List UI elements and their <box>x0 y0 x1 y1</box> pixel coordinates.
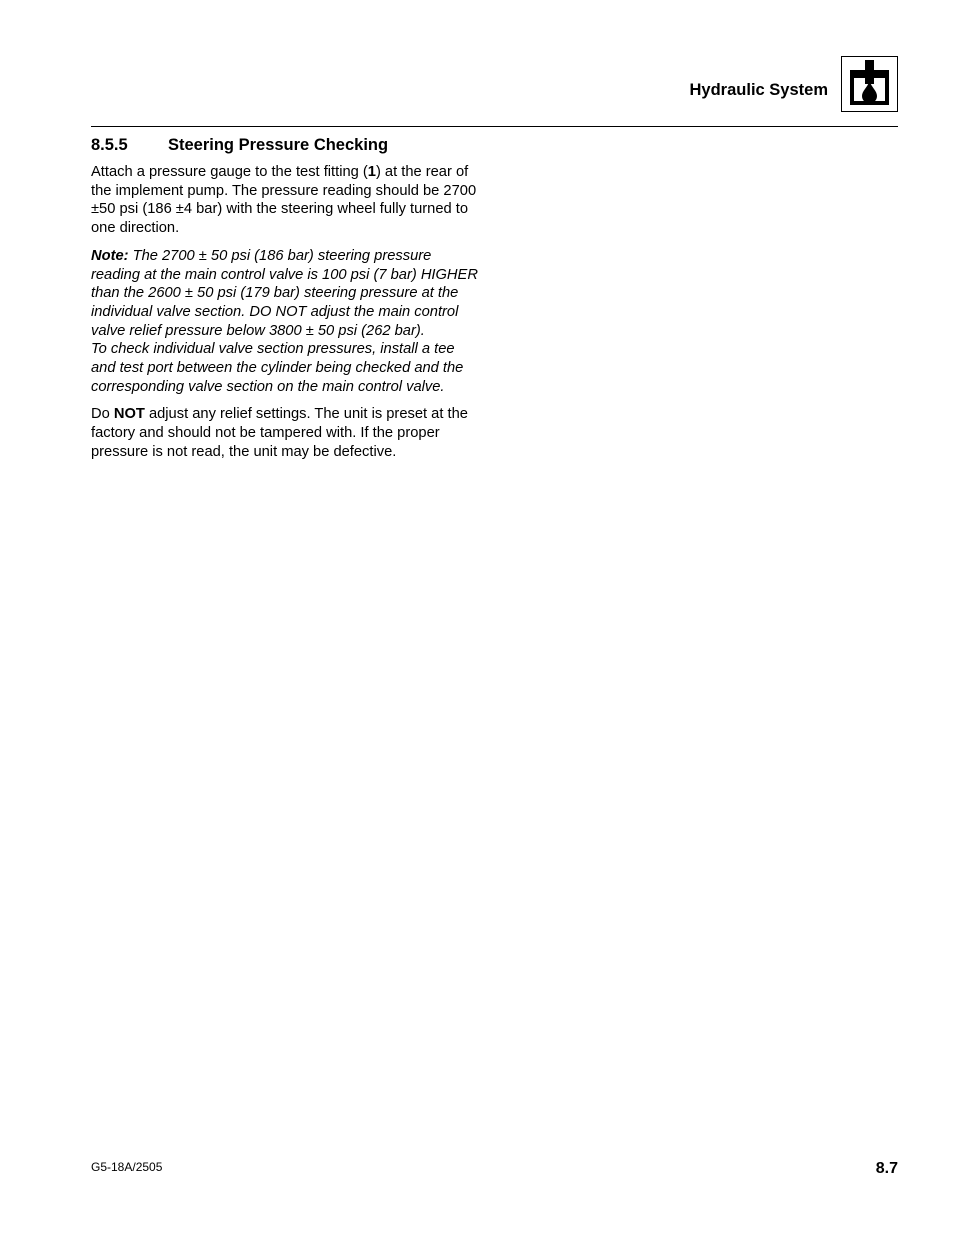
instruction-text-end: ) at the rear of the implement pump. The pressure reading should be 2700 ±50 psi (186 ±4 bar) with the steering wheel fully turned to one direction. <box>91 164 477 237</box>
note-text-2: To check individual valve section pressures, install a tee and test port between the cylinder being checked and the corresponding valve section on the main control valve. <box>91 341 464 395</box>
document-code: G5-18A/2505 <box>91 1160 163 1174</box>
callout-number: 1 <box>367 164 376 180</box>
warning-emphasis: NOT <box>113 406 145 423</box>
warning-text-start: Do <box>91 406 114 423</box>
page-number: 8.7 <box>875 1160 898 1177</box>
warning-text-end: adjust any relief settings. The unit is preset at the factory and should not be tampered with. If the proper pressure is not read, the unit may be defective. <box>91 406 468 460</box>
note-text-1: The 2700 ± 50 psi (186 bar) steering pressure reading at the main control valve is 100 psi (7 bar) HIGHER than the 2600 ± 50 psi (179 bar) steering pressure at the individual valve section. DO NOT adjust the main control valve relief pressure below 3800 ± 50 psi (262 bar). <box>91 247 478 339</box>
body-text-column <box>91 163 483 471</box>
note-label: Note: <box>91 247 129 264</box>
section-title: Steering Pressure Checking <box>168 136 389 154</box>
note-line-1 <box>91 247 483 341</box>
header-divider <box>91 126 898 127</box>
warning-paragraph <box>91 405 483 461</box>
section-heading <box>91 135 388 155</box>
hydraulic-reservoir-icon <box>841 56 898 112</box>
note-block <box>91 247 483 397</box>
instruction-text-start: Attach a pressure gauge to the test fitting ( <box>91 164 368 180</box>
section-number: 8.5.5 <box>91 136 128 154</box>
instruction-paragraph <box>91 163 483 238</box>
chapter-title: Hydraulic System <box>689 81 828 99</box>
